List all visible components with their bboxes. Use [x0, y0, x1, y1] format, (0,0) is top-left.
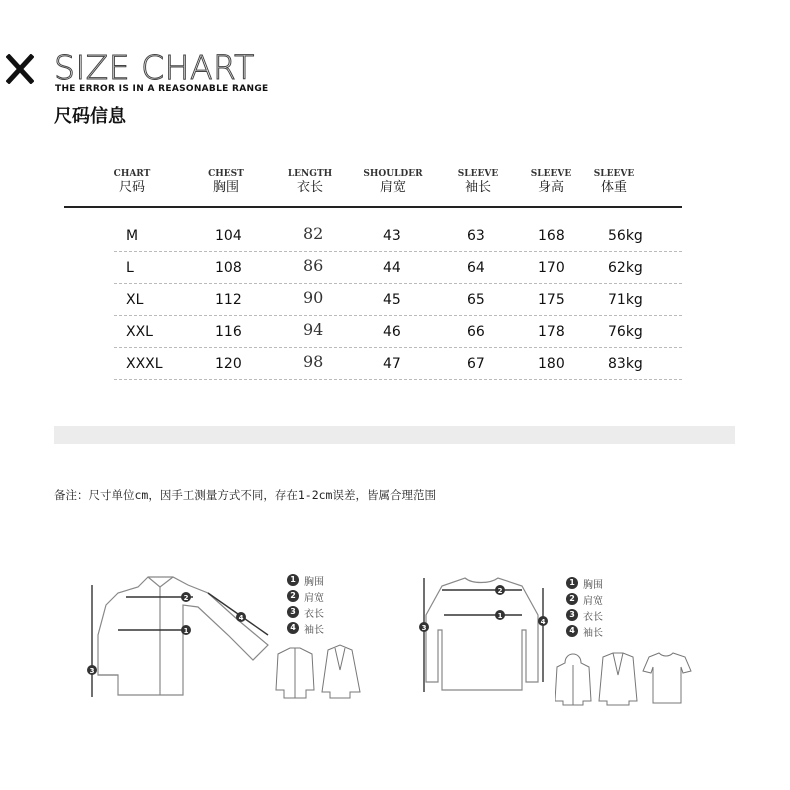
- table-row: [114, 252, 682, 284]
- legend-right: [566, 575, 603, 639]
- legend-number: 4: [566, 625, 578, 637]
- measure-marker-3: [419, 622, 429, 632]
- cell-size: XXXL: [126, 356, 163, 372]
- svg-text:3: 3: [421, 624, 427, 632]
- legend-item: [287, 604, 324, 620]
- cell-length: 82: [303, 224, 324, 243]
- table-row: [114, 316, 682, 348]
- cell-shoulder: 47: [383, 356, 401, 372]
- column-header-zh: 胸围: [212, 180, 239, 195]
- cell-sleeve: 67: [467, 356, 485, 372]
- cell-size: XXL: [126, 324, 153, 340]
- legend-item: [287, 620, 324, 636]
- shirt-measure-diagram: [78, 565, 283, 715]
- column-header-en: CHART: [113, 169, 151, 179]
- close-icon[interactable]: [6, 54, 34, 84]
- cell-size: L: [126, 260, 134, 276]
- legend-label: 胸围: [304, 576, 324, 588]
- page-title: SIZE CHART: [54, 48, 255, 87]
- cell-weight: 83kg: [608, 356, 643, 372]
- measure-marker-2: [495, 585, 505, 595]
- table-row: [114, 348, 682, 380]
- legend-label: 袖长: [583, 627, 603, 639]
- legend-item: [566, 591, 603, 607]
- legend-item: [566, 623, 603, 639]
- measure-marker-2: [181, 592, 191, 602]
- column-header-en: SLEEVE: [593, 169, 635, 179]
- cell-chest: 116: [215, 324, 242, 340]
- table-row: [114, 220, 682, 252]
- cell-shoulder: 44: [383, 260, 401, 276]
- cell-weight: 62kg: [608, 260, 643, 276]
- cell-chest: 104: [215, 228, 242, 244]
- column-header-shoulder: [353, 168, 433, 196]
- column-header-zh: 肩宽: [379, 180, 406, 195]
- table-header: [64, 168, 682, 208]
- legend-label: 胸围: [583, 579, 603, 591]
- column-header-en: SLEEVE: [530, 169, 572, 179]
- legend-left: [287, 572, 324, 636]
- legend-item: [566, 607, 603, 623]
- svg-text:3: 3: [89, 667, 95, 675]
- page-subtitle: THE ERROR IS IN A REASONABLE RANGE: [55, 84, 269, 94]
- cell-height: 180: [538, 356, 565, 372]
- measure-marker-4: [538, 616, 548, 626]
- table-body: [64, 220, 682, 380]
- column-header-weight: [574, 168, 654, 196]
- column-header-en: CHEST: [208, 169, 244, 179]
- hoodie-cardigan-tshirt-icons: [555, 645, 695, 707]
- cell-size: XL: [126, 292, 144, 308]
- legend-label: 肩宽: [583, 595, 603, 607]
- legend-item: [287, 572, 324, 588]
- column-header-en: SLEEVE: [457, 169, 499, 179]
- cell-weight: 71kg: [608, 292, 643, 308]
- cell-chest: 108: [215, 260, 242, 276]
- legend-number: 4: [287, 622, 299, 634]
- legend-label: 衣长: [304, 608, 324, 620]
- legend-label: 袖长: [304, 624, 324, 636]
- column-header-chart: [92, 168, 172, 196]
- section-title: 尺码信息: [54, 106, 126, 127]
- measure-marker-1: [495, 610, 505, 620]
- cell-weight: 76kg: [608, 324, 643, 340]
- cell-chest: 112: [215, 292, 242, 308]
- legend-number: 2: [566, 593, 578, 605]
- svg-text:4: 4: [540, 618, 546, 626]
- measure-marker-3: [87, 665, 97, 675]
- note-text: 备注：尺寸单位cm，因手工测量方式不同，存在1-2cm误差，皆属合理范围: [54, 488, 436, 502]
- table-row: [114, 284, 682, 316]
- cell-length: 98: [303, 352, 324, 371]
- measure-marker-4: [236, 612, 246, 622]
- cell-sleeve: 63: [467, 228, 485, 244]
- column-header-zh: 体重: [600, 180, 627, 195]
- column-header-zh: 袖长: [464, 180, 491, 195]
- cell-sleeve: 65: [467, 292, 485, 308]
- size-table: [64, 168, 682, 380]
- svg-text:1: 1: [183, 627, 189, 635]
- divider-bar: [54, 426, 735, 444]
- svg-text:1: 1: [497, 612, 503, 620]
- column-header-en: SHOULDER: [363, 169, 423, 179]
- measure-marker-1: [181, 625, 191, 635]
- cell-shoulder: 43: [383, 228, 401, 244]
- legend-number: 2: [287, 590, 299, 602]
- column-header-zh: 身高: [537, 180, 564, 195]
- cell-height: 170: [538, 260, 565, 276]
- cell-length: 90: [303, 288, 324, 307]
- cell-height: 178: [538, 324, 565, 340]
- jacket-blazer-icons: [270, 640, 370, 702]
- cell-sleeve: 66: [467, 324, 485, 340]
- column-header-chest: [186, 168, 266, 196]
- legend-number: 1: [287, 574, 299, 586]
- legend-number: 3: [566, 609, 578, 621]
- cell-length: 86: [303, 256, 324, 275]
- cell-sleeve: 64: [467, 260, 485, 276]
- sweater-measure-diagram: [410, 570, 560, 700]
- cell-length: 94: [303, 320, 324, 339]
- cell-height: 168: [538, 228, 565, 244]
- cell-chest: 120: [215, 356, 242, 372]
- svg-text:4: 4: [238, 614, 244, 622]
- svg-text:2: 2: [183, 594, 189, 602]
- cell-shoulder: 46: [383, 324, 401, 340]
- legend-label: 衣长: [583, 611, 603, 623]
- column-header-zh: 尺码: [118, 180, 145, 195]
- column-header-en: LENGTH: [287, 169, 333, 179]
- column-header-zh: 衣长: [296, 180, 323, 195]
- cell-size: M: [126, 228, 139, 244]
- column-header-length: [270, 168, 350, 196]
- svg-text:2: 2: [497, 587, 503, 595]
- legend-label: 肩宽: [304, 592, 324, 604]
- legend-number: 1: [566, 577, 578, 589]
- column-header-sleeve: [438, 168, 518, 196]
- cell-height: 175: [538, 292, 565, 308]
- cell-weight: 56kg: [608, 228, 643, 244]
- legend-number: 3: [287, 606, 299, 618]
- cell-shoulder: 45: [383, 292, 401, 308]
- legend-item: [287, 588, 324, 604]
- legend-item: [566, 575, 603, 591]
